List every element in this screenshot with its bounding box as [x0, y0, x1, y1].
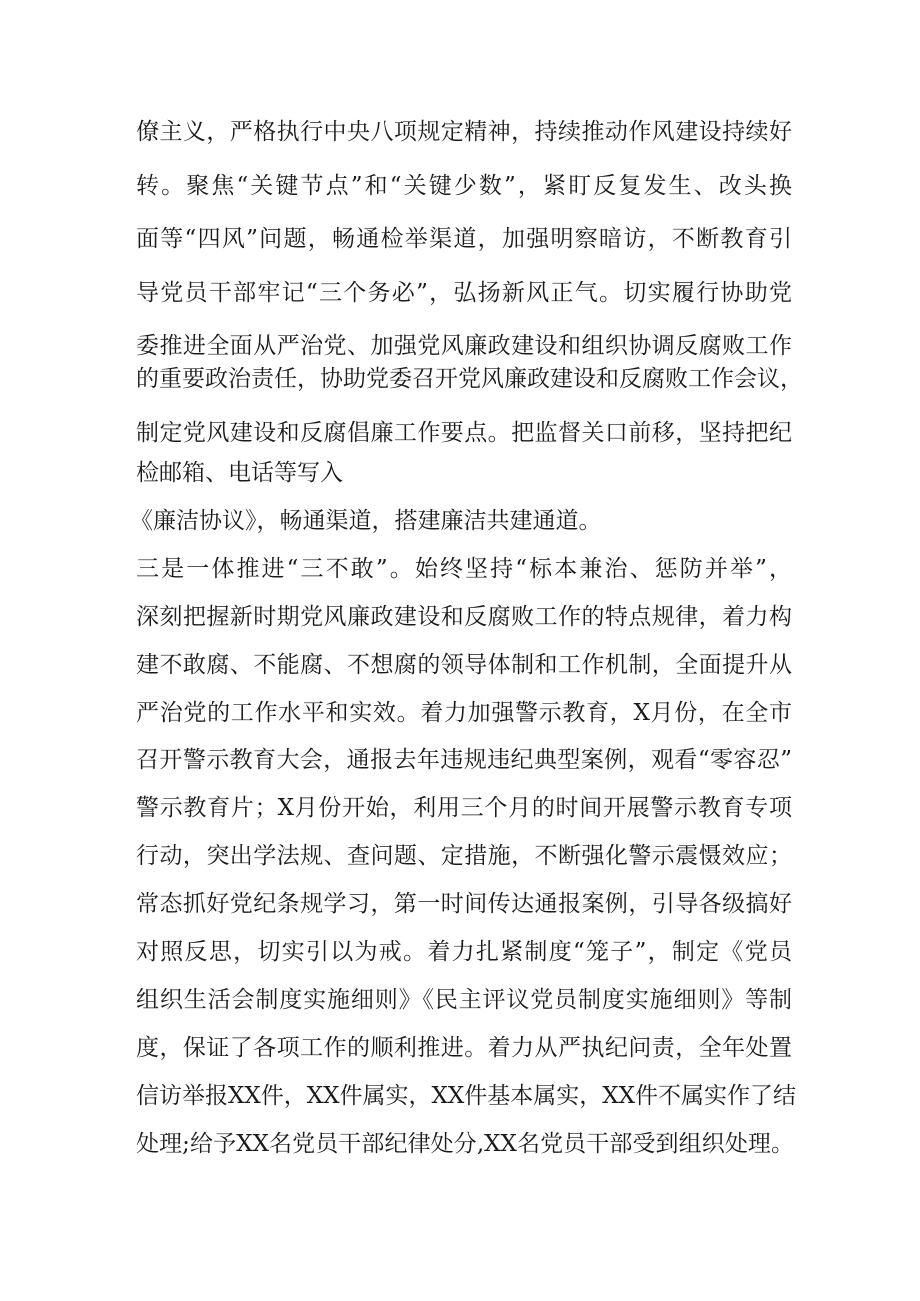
- text-line-17: 常态抓好党纪条规学习，第一时间传达通报案例，引导各级搞好: [136, 891, 792, 917]
- text-line-12: 建不敢腐、不能腐、不想腐的领导体制和工作机制，全面提升从: [136, 652, 792, 678]
- text-line-19: 组织生活会制度实施细则》《民主评议党员制度实施细则》等制: [136, 987, 792, 1013]
- text-line-14: 召开警示教育大会，通报去年违规违纪典型案例，观看“零容忍”: [136, 747, 792, 773]
- text-line-6: 的重要政治责任，协助党委召开党风廉政建设和反腐败工作会议，: [136, 366, 803, 392]
- text-line-7: 制定党风建设和反腐倡廉工作要点。把监督关口前移，坚持把纪: [136, 420, 792, 446]
- text-line-9: 《廉洁协议》，畅通渠道，搭建廉洁共建通道。: [130, 508, 602, 534]
- text-line-22: 处理;给予XX名党员干部纪律处分,XX名党员干部受到组织处理。: [136, 1131, 794, 1157]
- text-line-11: 深刻把握新时期党风廉政建设和反腐败工作的特点规律，着力构: [136, 604, 792, 630]
- text-line-5: 委推进全面从严治党、加强党风廉政建设和组织协调反腐败工作: [136, 333, 792, 359]
- text-line-13: 严治党的工作水平和实效。着力加强警示教育，X月份，在全市: [136, 700, 792, 726]
- text-line-21: 信访举报XX件，XX件属实，XX件基本属实，XX件不属实作了结: [136, 1083, 796, 1109]
- text-line-4: 导党员干部牢记“三个务必”，弘扬新风正气。切实履行协助党: [136, 280, 792, 306]
- text-line-18: 对照反思，切实引以为戒。着力扎紧制度“笼子”，制定《党员: [136, 939, 792, 965]
- text-line-2: 转。聚焦“关键节点”和“关键少数”，紧盯反复发生、改头换: [136, 173, 792, 199]
- text-line-10: 三是一体推进“三不敢”。始终坚持“标本兼治、惩防并举”，: [136, 556, 792, 582]
- text-line-3: 面等“四风”问题，畅通检举渠道，加强明察暗访，不断教育引: [136, 226, 792, 252]
- text-line-1: 僚主义，严格执行中央八项规定精神，持续推动作风建设持续好: [136, 119, 792, 145]
- text-line-15: 警示教育片；X月份开始，利用三个月的时间开展警示教育专项: [136, 795, 792, 821]
- text-line-8: 检邮箱、电话等写入: [136, 460, 343, 486]
- text-line-20: 度，保证了各项工作的顺利推进。着力从严执纪问责，全年处置: [136, 1035, 792, 1061]
- text-line-16: 行动，突出学法规、查问题、定措施，不断强化警示震慑效应；: [136, 843, 792, 869]
